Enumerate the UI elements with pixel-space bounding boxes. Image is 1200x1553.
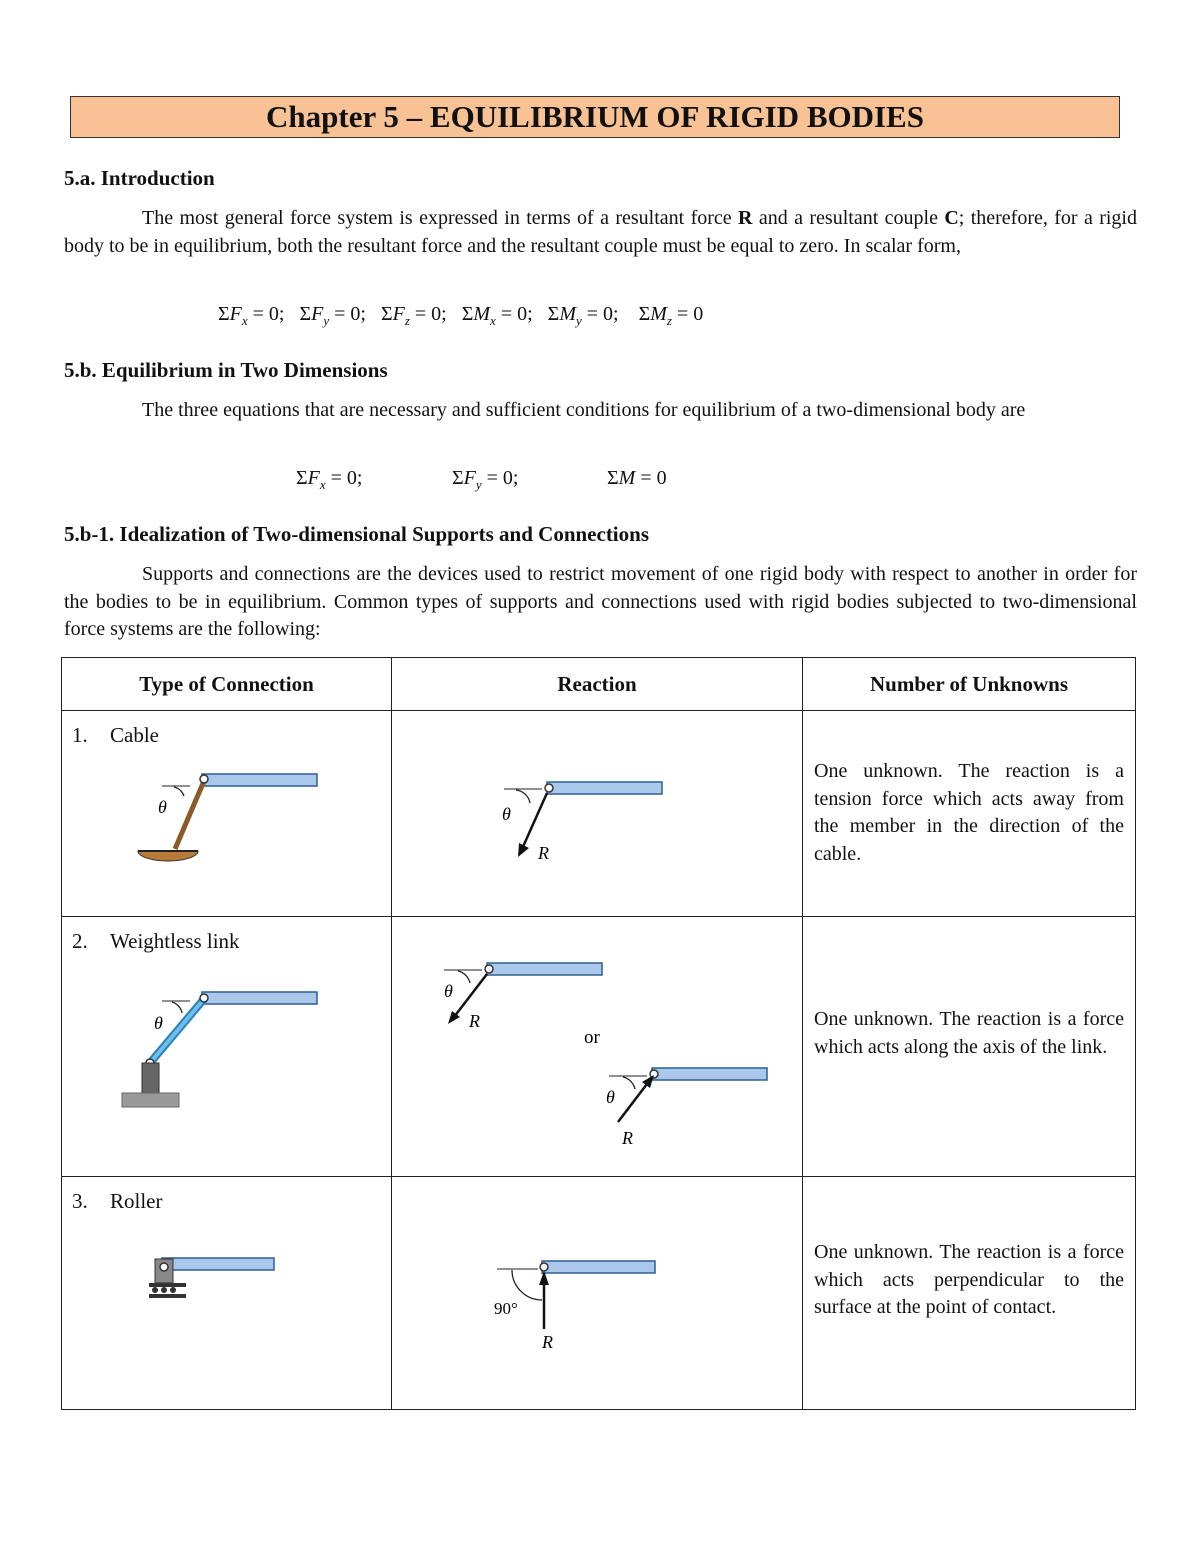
table-row (62, 711, 1136, 917)
ground-shape (149, 1294, 186, 1298)
cable-figure (62, 711, 392, 917)
eq-fz: $\Sigma F_z = 0$; (380, 303, 447, 328)
pin-shape (485, 965, 493, 973)
angle-arc (623, 1077, 635, 1089)
angle-arc (458, 971, 470, 983)
eq-fx: $\Sigma F_x = 0$; (218, 303, 285, 328)
beam-shape (487, 963, 602, 975)
eq2d-m: ΣM = 0 (607, 467, 667, 489)
roller-wheel (152, 1287, 158, 1293)
eq2d-fy: $\Sigma F_y = 0$; (452, 467, 519, 492)
eq-fy: $\Sigma F_y = 0$; (299, 303, 366, 328)
cable-line (175, 781, 204, 849)
cable-description: One unknown. The reaction is a tension force which acts away from the member in the direction of the cable. (814, 760, 1124, 865)
force-label-a: R (469, 1011, 480, 1031)
angle-arc (516, 790, 530, 803)
table-row (62, 1177, 1136, 1410)
force-label: R (538, 843, 549, 863)
roller-reaction-figure (392, 1177, 803, 1410)
supports-table (61, 657, 1136, 1410)
intro-paragraph: The most general force system is expressed in terms of a resultant force R and a resultant couple C; therefore, for a rigid body to be in equilibrium, both the resultant force and the resultant couple must be equal to zero. In scalar form, (64, 207, 1137, 257)
theta-label: θ (154, 1013, 163, 1033)
theta-label: θ (158, 797, 167, 817)
pin-shape (545, 784, 553, 792)
cell-cable-unknowns (803, 711, 1136, 917)
roller-wheel (170, 1287, 176, 1293)
cell-link-reaction (392, 917, 803, 1177)
angle-arc (174, 787, 184, 796)
cell-roller-type (62, 1177, 392, 1410)
pin-shape (200, 775, 208, 783)
beam-shape (202, 992, 317, 1004)
ground-shape (138, 851, 198, 861)
table-header-row (62, 658, 1136, 711)
angle-label: 90° (494, 1299, 518, 1318)
eq-mz: $\Sigma M_z = 0$ (638, 303, 704, 328)
cable-reaction-figure (392, 711, 803, 917)
roller-figure (62, 1177, 392, 1410)
header-type: Type of Connection (62, 658, 392, 711)
angle-arc (172, 1002, 182, 1013)
roller-description: One unknown. The reaction is a force which acts perpendicular to the surface at the point of contact. (814, 1241, 1124, 1318)
theta-label: θ (502, 804, 511, 824)
theta-label-b: θ (606, 1087, 615, 1107)
heading-introduction: 5.a. Introduction (64, 166, 215, 190)
ground-shape (122, 1093, 179, 1107)
row-label-cable: 1. Cable (72, 723, 159, 747)
cell-roller-unknowns (803, 1177, 1136, 1410)
roller-wheel (161, 1287, 167, 1293)
heading-idealization: 5.b-1. Idealization of Two-dimensional Supports and Connections (64, 522, 649, 546)
link-figure (62, 917, 392, 1177)
force-label-b: R (622, 1128, 633, 1148)
theta-label-a: θ (444, 981, 453, 1001)
cell-cable-type (62, 711, 392, 917)
beam-shape (547, 782, 662, 794)
row-label-roller: 3. Roller (72, 1189, 163, 1213)
header-reaction: Reaction (392, 658, 803, 711)
row-label-link: 2. Weightless link (72, 929, 240, 953)
or-label: or (584, 1027, 600, 1048)
pin-shape (540, 1263, 548, 1271)
beam-shape (202, 774, 317, 786)
cell-cable-reaction (392, 711, 803, 917)
force-arrow (522, 793, 547, 849)
heading-two-dimensions: 5.b. Equilibrium in Two Dimensions (64, 358, 388, 382)
angle-arc (512, 1270, 542, 1300)
cell-link-type (62, 917, 392, 1177)
pin-shape (200, 994, 208, 1002)
link-description: One unknown. The reaction is a force which acts along the axis of the link. (814, 1008, 1124, 1058)
equilibrium-equations-3d (218, 303, 703, 329)
chapter-title: Chapter 5 – EQUILIBRIUM OF RIGID BODIES (70, 96, 1120, 138)
eq-mx: $\Sigma M_x = 0$; (461, 303, 533, 328)
beam-shape (162, 1258, 274, 1270)
pin-shape (160, 1263, 168, 1271)
header-unknowns: Number of Unknowns (803, 658, 1136, 711)
link-mount (142, 1063, 159, 1093)
link-reaction-figure (392, 917, 803, 1177)
supports-paragraph: Supports and connections are the devices used to restrict movement of one rigid body with respect to another in order for the bodies to be in equilibrium. Common types of supports and connections used with rigid bodies subjected to two-dimensional force systems are the following: (64, 563, 1137, 640)
beam-shape (652, 1068, 767, 1080)
table-row (62, 917, 1136, 1177)
two-dim-paragraph: The three equations that are necessary and sufficient conditions for equilibrium of a two-dimensional body are (142, 399, 1026, 421)
cell-link-unknowns (803, 917, 1136, 1177)
beam-shape (542, 1261, 655, 1273)
eq2d-fx: $\Sigma F_x = 0$; (296, 467, 363, 492)
force-label: R (542, 1332, 553, 1352)
eq-my: $\Sigma M_y = 0$; (547, 303, 619, 328)
cell-roller-reaction (392, 1177, 803, 1410)
